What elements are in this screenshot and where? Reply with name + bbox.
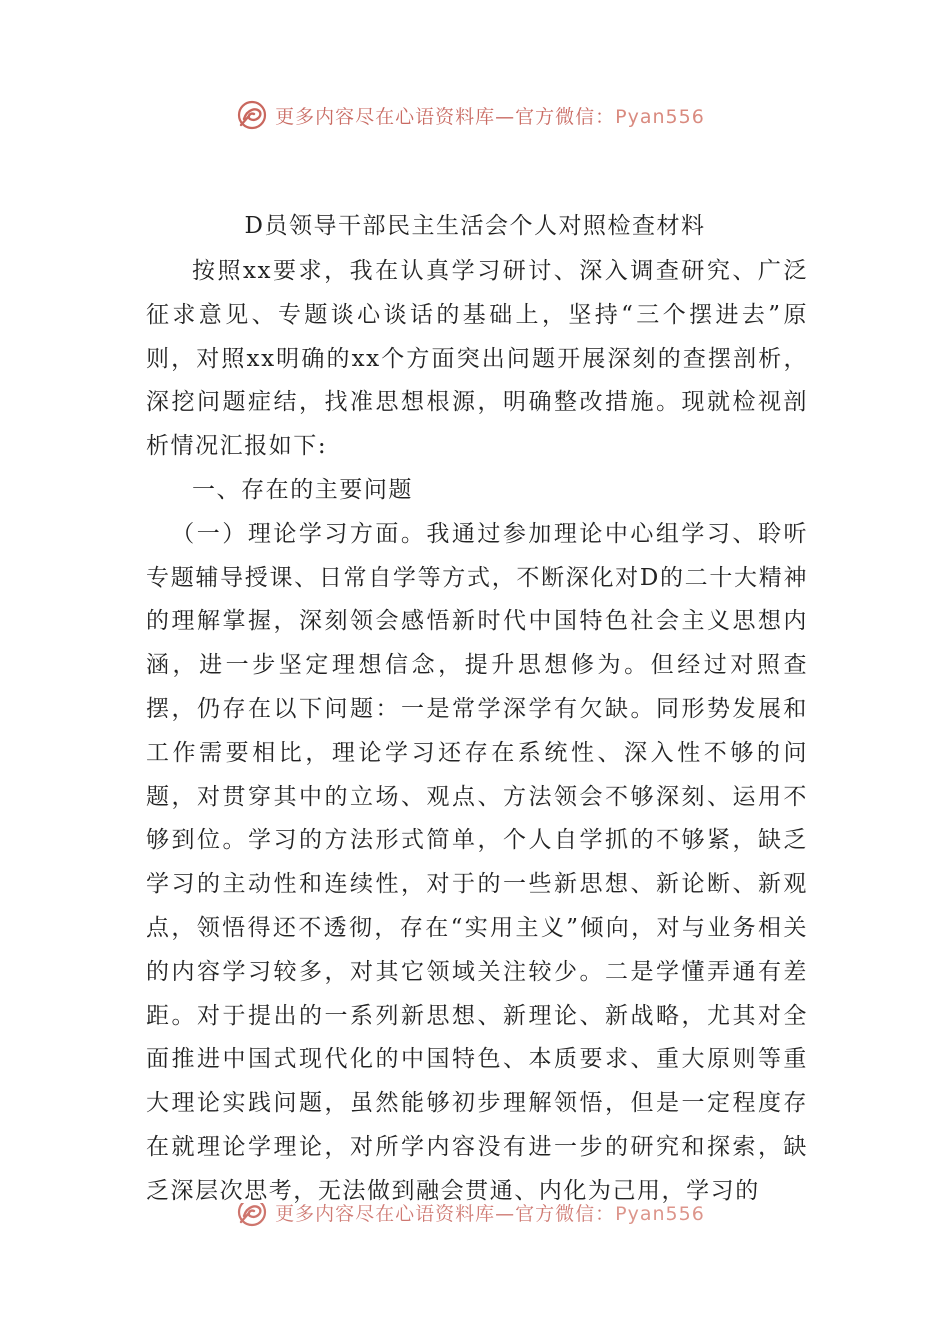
watermark-text-cn: 更多内容尽在心语资料库—官方微信： <box>275 105 616 128</box>
swirl-logo-icon <box>235 98 269 132</box>
watermark-text <box>275 102 705 129</box>
header-watermark <box>0 95 950 135</box>
subsection-paragraph: （一）理论学习方面。我通过参加理论中心组学习、聆听专题辅导授课、日常自学等方式，不断深化对D的二十大精神的理解掌握，深刻领会感悟新时代中国特色社会主义思想内涵，进一步坚定理想信念，提升思想修为。但经过对照查摆，仍存在以下问题：一是常学深学有欠缺。同形势发展和工作需要相比，理论学习还存在系统性、深入性不够的问题，对贯穿其中的立场、观点、方法领会不够深刻、运用不够到位。学习的方法形式简单，个人自学抓的不够紧，缺乏学习的主动性和连续性，对于的一些新思想、新论断、新观点，领悟得还不透彻，存在“实用主义”倾向，对与业务相关的内容学习较多，对其它领域关注较少。二是学懂弄通有差距。对于提出的一系列新思想、新理论、新战略，尤其对全面推进中国式现代化的中国特色、本质要求、重大原则等重大理论实践问题，虽然能够初步理解领悟，但是一定程度存在就理论学理论，对所学内容没有进一步的研究和探索，缺乏深层次思考，无法做到融会贯通、内化为己用，学习的 <box>146 520 808 1204</box>
watermark-content-footer <box>235 1203 705 1229</box>
intro-paragraph: 按照xx要求，我在认真学习研讨、深入调查研究、广泛征求意见、专题谈心谈话的基础上，坚持“三个摆进去”原则，对照xx明确的xx个方面突出问题开展深刻的查摆剖析，深挖问题症结，找准思想根源，明确整改措施。现就检视剖析情况汇报如下: <box>146 258 808 460</box>
watermark-wechat-id-footer: Pyan556 <box>615 1203 705 1225</box>
watermark-text-cn-footer: 更多内容尽在心语资料库—官方微信： <box>275 1203 616 1225</box>
watermark-text-footer <box>275 1203 705 1226</box>
watermark-content <box>235 98 705 132</box>
document-title: D员领导干部民主生活会个人对照检查材料 <box>244 213 706 239</box>
section-heading: 一、存在的主要问题 <box>192 476 413 503</box>
footer-watermark <box>0 1203 950 1239</box>
watermark-wechat-id: Pyan556 <box>615 105 705 128</box>
swirl-logo-icon <box>235 1203 269 1229</box>
document-body <box>146 250 808 1214</box>
